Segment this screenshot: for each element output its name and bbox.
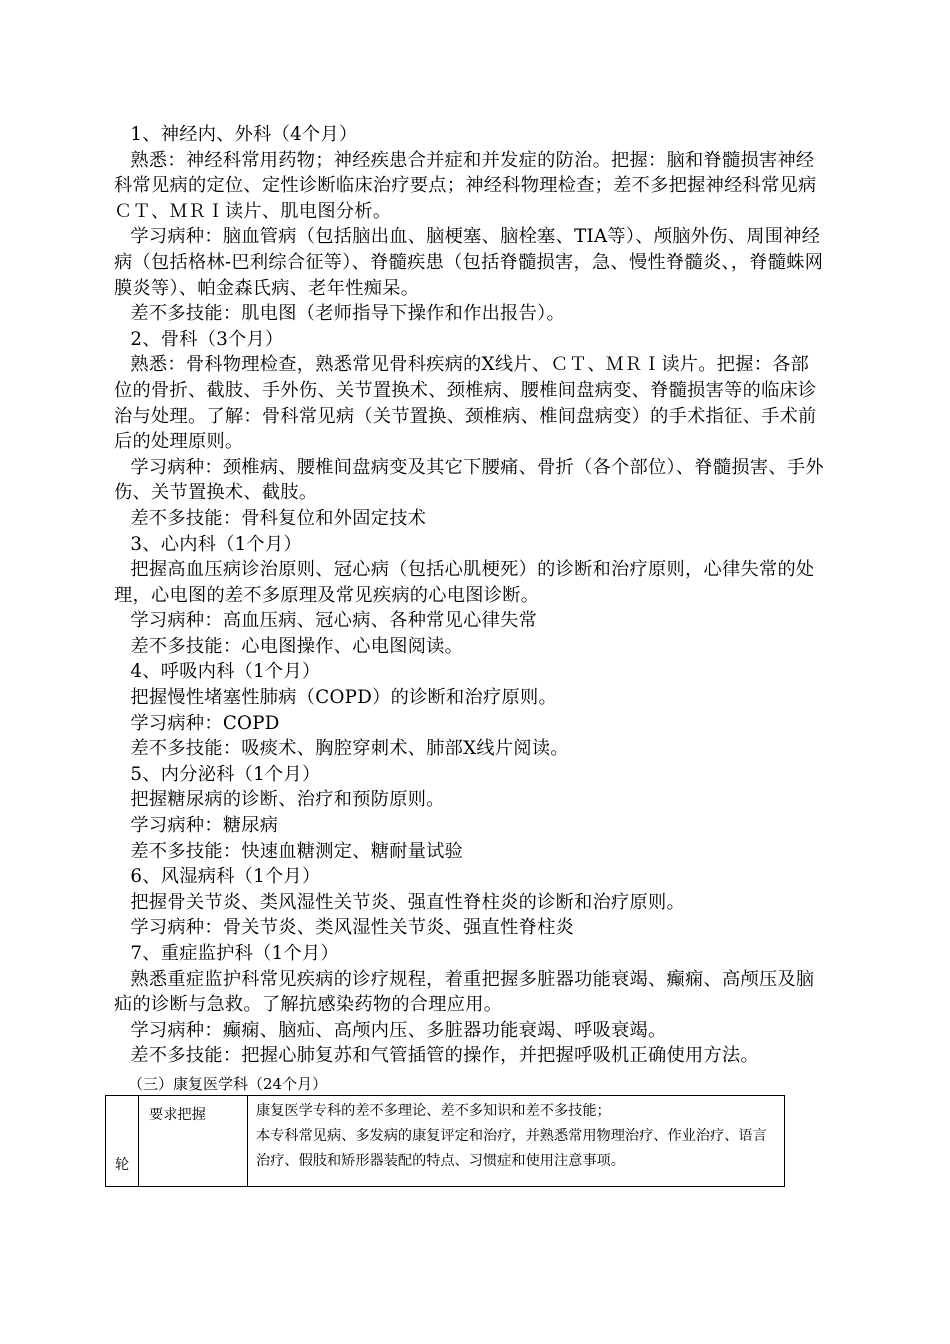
section-heading-respiratory: 4、呼吸内科（1个月） (130, 661, 321, 683)
section-heading-neurology: 1、神经内、外科（4个月） (130, 124, 358, 145)
paragraph-neurology-diseases: 学习病种：脑血管病（包括脑出血、脑梗塞、脑栓塞、TIA等）、颅脑外伤、周围神经病（包括格林-巴利综合征等）、脊髓疾患（包括脊髓损害，急、慢性脊髓炎、，脊髓蛛网膜炎等）、帕金森氏病、老年性痴呆。 (114, 226, 824, 299)
requirement-content-cell (248, 1096, 785, 1187)
section-heading-endocrinology: 5、内分泌科（1个月） (130, 763, 321, 785)
requirement-label-cell: 要求把握 (139, 1096, 248, 1187)
paragraph-orthopedics-skills: 差不多技能：骨科复位和外固定技术 (130, 507, 427, 529)
paragraph-rheumatology-diseases: 学习病种：骨关节炎、类风湿性关节炎、强直性脊柱炎 (130, 917, 575, 939)
round-cell (106, 1096, 139, 1187)
paragraph-endocrinology-requirements: 把握糖尿病的诊断、治疗和预防原则。 (130, 789, 445, 811)
section-heading-rehabilitation: （三）康复医学科（24个月） (128, 1075, 328, 1093)
requirement-line: 康复医学专科的差不多理论、差不多知识和差不多技能； (256, 1103, 611, 1119)
requirement-line: 本专科常见病、多发病的康复评定和治疗，并熟悉常用物理治疗、作业治疗、语言治疗、假肢和矫形器装配的特点、习惯症和使用注意事项。 (256, 1128, 767, 1169)
section-heading-rheumatology: 6、风湿病科（1个月） (130, 866, 321, 888)
round-label: 轮 (115, 1157, 130, 1173)
paragraph-respiratory-diseases: 学习病种：COPD (130, 712, 280, 734)
paragraph-icu-requirements: 熟悉重症监护科常见疾病的诊疗规程，着重把握多脏器功能衰竭、癫痫、高颅压及脑疝的诊断与急救。了解抗感染药物的合理应用。 (114, 968, 815, 1016)
paragraph-cardiology-diseases: 学习病种：高血压病、冠心病、各种常见心律失常 (130, 610, 538, 632)
paragraph-orthopedics-requirements: 熟悉：骨科物理检查，熟悉常见骨科疾病的X线片、ＣＴ、ＭＲＩ读片。把握：各部位的骨折、截肢、手外伤、关节置换术、颈椎病、腰椎间盘病变、脊髓损害等的临床诊治与处理。了解：骨科常见病（关节置换、颈椎病、椎间盘病变）的手术指征、手术前后的处理原则。 (114, 354, 817, 453)
paragraph-endocrinology-skills: 差不多技能：快速血糖测定、糖耐量试验 (130, 840, 464, 862)
paragraph-neurology-skills: 差不多技能：肌电图（老师指导下操作和作出报告）。 (130, 303, 565, 325)
paragraph-endocrinology-diseases: 学习病种：糖尿病 (130, 815, 279, 837)
body-text (114, 122, 826, 1069)
paragraph-cardiology-requirements: 把握高血压病诊治原则、冠心病（包括心肌梗死）的诊断和治疗原则，心律失常的处理，心电图的差不多原理及常见疾病的心电图诊断。 (114, 559, 815, 606)
paragraph-orthopedics-diseases: 学习病种：颈椎病、腰椎间盘病变及其它下腰痛、骨折（各个部位）、脊髓损害、手外伤、关节置换术、截肢。 (114, 456, 824, 504)
section-heading-icu: 7、重症监护科（1个月） (130, 943, 339, 964)
paragraph-rheumatology-requirements: 把握骨关节炎、类风湿性关节炎、强直性脊柱炎的诊断和治疗原则。 (130, 891, 686, 913)
paragraph-cardiology-skills: 差不多技能：心电图操作、心电图阅读。 (130, 635, 464, 657)
paragraph-icu-skills: 差不多技能：把握心肺复苏和气管插管的操作，并把握呼吸机正确使用方法。 (130, 1045, 759, 1067)
section-heading-cardiology: 3、心内科（1个月） (130, 533, 303, 555)
paragraph-respiratory-skills: 差不多技能：吸痰术、胸腔穿刺术、肺部X线片阅读。 (130, 738, 569, 760)
section-heading-orthopedics: 2、骨科（3个月） (130, 328, 284, 350)
table-row (106, 1096, 785, 1187)
paragraph-icu-diseases: 学习病种：癫痫、脑疝、高颅内压、多脏器功能衰竭、呼吸衰竭。 (130, 1019, 667, 1041)
paragraph-respiratory-requirements: 把握慢性堵塞性肺病（COPD）的诊断和治疗原则。 (130, 687, 557, 709)
requirements-table (105, 1095, 785, 1187)
paragraph-neurology-requirements: 熟悉：神经科常用药物；神经疾患合并症和并发症的防治。把握：脑和脊髓损害神经科常见病的定位、定性诊断临床治疗要点；神经科物理检查；差不多把握神经科常见病ＣＴ、ＭＲＩ读片、肌电图分析。 (114, 149, 817, 222)
